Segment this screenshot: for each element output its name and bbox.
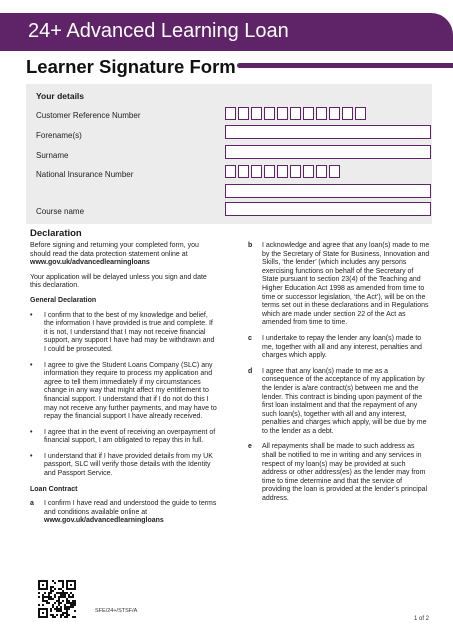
qr-module [62, 580, 64, 582]
qr-module [62, 594, 64, 596]
char-box[interactable] [316, 107, 327, 120]
qr-module [48, 602, 50, 604]
declaration-item [248, 335, 430, 361]
qr-module [56, 606, 58, 608]
declaration-item [30, 312, 218, 355]
qr-module [38, 592, 40, 594]
item-marker: b [248, 242, 253, 249]
qr-module [70, 584, 72, 586]
qr-module [54, 608, 56, 610]
qr-module [72, 596, 74, 598]
qr-module [50, 590, 52, 592]
qr-module [62, 600, 64, 602]
loan-contract-list [248, 242, 430, 504]
qr-module [54, 594, 56, 596]
qr-module [68, 600, 70, 602]
general-declaration-list [30, 312, 218, 479]
declaration-item [30, 362, 218, 422]
qr-module [64, 608, 66, 610]
qr-module [66, 592, 68, 594]
qr-module [48, 592, 50, 594]
customer-ref-label: Customer Reference Number [36, 111, 141, 120]
char-box[interactable] [290, 107, 301, 120]
qr-module [58, 580, 60, 582]
char-box[interactable] [225, 165, 236, 178]
qr-module [52, 614, 54, 616]
qr-module [70, 606, 72, 608]
char-box[interactable] [329, 107, 340, 120]
qr-module [38, 604, 40, 606]
header [0, 0, 453, 52]
qr-module [68, 594, 70, 596]
qr-module [60, 610, 62, 612]
qr-module [58, 588, 60, 590]
qr-module [50, 586, 52, 588]
qr-module [64, 594, 66, 596]
declaration-item [248, 242, 430, 328]
qr-module [66, 608, 68, 610]
item-marker: e [248, 443, 252, 451]
loan-contract-heading: Loan Contract [30, 485, 78, 493]
item-marker: c [248, 334, 252, 342]
char-box[interactable] [277, 107, 288, 120]
qr-module [60, 614, 62, 616]
qr-module [72, 594, 74, 596]
qr-module [44, 592, 46, 594]
qr-code [38, 580, 76, 618]
qr-module [64, 604, 66, 606]
qr-module [62, 590, 64, 592]
char-box[interactable] [251, 165, 262, 178]
qr-module [64, 592, 66, 594]
qr-module [60, 588, 62, 590]
qr-module [66, 602, 68, 604]
char-box[interactable] [251, 107, 262, 120]
qr-module [58, 596, 60, 598]
qr-module [66, 616, 68, 618]
qr-module [66, 606, 68, 608]
page-number: 1 of 2 [414, 616, 430, 622]
form-code: SFE/24+/STSF/A [95, 608, 138, 614]
qr-module [58, 610, 60, 612]
qr-module [72, 602, 74, 604]
qr-module [72, 606, 74, 608]
item-text: I acknowledge and agree that any loan(s) made to me by the Secretary of State for Business, Innovation and Skills, ‘the lender’ (which includes any persons exercising functions on behalf of the Secretary of State pursuant to section 23(4) of the Teaching and Higher Education Act 1998 as amended from time to time or successor legislation, ‘the Act’), will be on the terms set out in these declarations and in Regulations which are made under section 22 of the Act as amended from time to time. [262, 242, 430, 327]
qr-module [54, 596, 56, 598]
qr-module [52, 586, 54, 588]
declaration-item [248, 368, 430, 437]
surname-label: Surname [36, 151, 69, 160]
qr-module [60, 606, 62, 608]
item-marker: • [30, 452, 33, 460]
qr-module [46, 602, 48, 604]
qr-module [56, 592, 58, 594]
char-box[interactable] [225, 107, 236, 120]
qr-module [50, 592, 52, 594]
qr-module [64, 606, 66, 608]
qr-module [60, 594, 62, 596]
your-details-panel [26, 84, 432, 224]
qr-module [58, 608, 60, 610]
qr-module [58, 592, 60, 594]
title-rule [237, 63, 453, 68]
qr-module [44, 600, 46, 602]
qr-module [38, 596, 40, 598]
qr-module [74, 600, 76, 602]
qr-module [68, 606, 70, 608]
qr-module [52, 606, 54, 608]
item-text: I agree that any loan(s) made to me as a consequence of the acceptance of my application by the lender is a/are contract(s) between me and the lender. This contract is binding upon payment of the first loan instalment and that the repayment of any such loan(s), together with all and any interest, penalties and charges which apply, will be due by me to the lender as a debt. [262, 367, 427, 435]
item-text [44, 500, 218, 526]
qr-module [44, 596, 46, 598]
qr-module [58, 600, 60, 602]
item-marker: a [30, 500, 34, 508]
item-marker: d [248, 367, 253, 375]
qr-module [52, 604, 54, 606]
char-box[interactable] [238, 165, 249, 178]
declaration-item [30, 453, 218, 479]
declaration-heading: Declaration [30, 228, 82, 239]
char-box[interactable] [303, 165, 314, 178]
course-name-field-line2[interactable] [225, 202, 431, 216]
qr-module [70, 602, 72, 604]
qr-module [62, 584, 64, 586]
qr-module [52, 590, 54, 592]
course-label: Course name [36, 207, 85, 216]
qr-module [60, 602, 62, 604]
terms-link[interactable]: www.gov.uk/advancedlearningloans [44, 517, 164, 525]
qr-module [60, 608, 62, 610]
char-box[interactable] [342, 107, 353, 120]
item-marker: • [30, 361, 33, 369]
qr-module [50, 588, 52, 590]
qr-module [56, 600, 58, 602]
qr-module [52, 616, 54, 618]
qr-module [68, 596, 70, 598]
qr-module [54, 602, 56, 604]
course-name-field-line1[interactable] [225, 184, 431, 198]
item-text: I agree that in the event of receiving an overpayment of financial support, I am obligated to repay this in full. [44, 428, 216, 445]
char-box[interactable] [264, 165, 275, 178]
qr-module [66, 614, 68, 616]
char-box[interactable] [329, 165, 340, 178]
qr-module [46, 600, 48, 602]
qr-module [42, 598, 44, 600]
details-heading: Your details [36, 91, 85, 101]
qr-module [66, 600, 68, 602]
char-box[interactable] [355, 107, 366, 120]
qr-module [50, 598, 52, 600]
qr-module [68, 602, 70, 604]
qr-module [54, 588, 56, 590]
qr-module [48, 596, 50, 598]
forenames-label: Forename(s) [36, 131, 82, 140]
qr-module [62, 586, 64, 588]
qr-module [74, 604, 76, 606]
data-protection-text: Before signing and returning your completed form, you should read the data protection statement online at [30, 242, 199, 258]
data-protection-link[interactable]: www.gov.uk/advancedlearningloans [30, 259, 150, 267]
qr-module [62, 592, 64, 594]
qr-module [72, 600, 74, 602]
item-text: I agree to give the Student Loans Company (SLC) any information they require to process my application and agree to tell them immediately if my circumstances change in any way that might affect my entitlement to financial support. I understand that if I do not do this I may not receive any further payments, and may have to repay the financial support I have already received. [44, 361, 217, 421]
qr-module [42, 612, 44, 614]
qr-module [66, 612, 68, 614]
item-text: I undertake to repay the lender any loan(s) made to me, together with all and any interest, penalties and charges which apply. [262, 334, 422, 360]
qr-module [54, 582, 56, 584]
qr-module [42, 596, 44, 598]
declaration-right-column [248, 242, 430, 511]
char-box[interactable] [316, 165, 327, 178]
qr-module [60, 592, 62, 594]
declaration-item [248, 443, 430, 503]
loan-item-a [30, 500, 218, 526]
qr-module [62, 612, 64, 614]
qr-module [70, 604, 72, 606]
customer-ref-field[interactable] [225, 107, 366, 120]
qr-module [42, 604, 44, 606]
surname-field[interactable] [225, 145, 431, 159]
qr-module [74, 602, 76, 604]
item-marker: • [30, 428, 33, 436]
char-box[interactable] [277, 165, 288, 178]
qr-module [50, 596, 52, 598]
qr-module [70, 592, 72, 594]
qr-module [60, 580, 62, 582]
qr-module [74, 610, 76, 612]
item-text: I confirm that to the best of my knowledge and belief, the information I have provided is true and complete. If it is not, I understand that I may not receive financial support, any support I have had may be withdrawn and I could be prosecuted. [44, 311, 215, 353]
qr-module [60, 616, 62, 618]
qr-module [56, 610, 58, 612]
qr-module [42, 600, 44, 602]
qr-module [48, 598, 50, 600]
declaration-left-column [30, 242, 218, 533]
item-text: I understand that if I have provided details from my UK passport, SLC will verify those details with the Identity and Passport Service. [44, 452, 213, 478]
qr-module [74, 616, 76, 618]
qr-module [42, 584, 44, 586]
qr-module [42, 594, 44, 596]
qr-module [64, 616, 66, 618]
char-box[interactable] [290, 165, 301, 178]
char-box[interactable] [303, 107, 314, 120]
qr-module [68, 614, 70, 616]
qr-module [52, 598, 54, 600]
qr-module [60, 596, 62, 598]
header-title: 24+ Advanced Learning Loan [28, 20, 289, 42]
qr-module [64, 612, 66, 614]
qr-module [46, 596, 48, 598]
char-box[interactable] [238, 107, 249, 120]
qr-module [66, 610, 68, 612]
qr-module [50, 610, 52, 612]
page-title: Learner Signature Form [26, 56, 236, 77]
char-box[interactable] [264, 107, 275, 120]
qr-module [58, 598, 60, 600]
qr-module [58, 602, 60, 604]
qr-module [62, 596, 64, 598]
delay-notice: Your application will be delayed unless you sign and date this declaration. [30, 273, 207, 290]
qr-module [56, 614, 58, 616]
ni-number-field[interactable] [225, 165, 340, 178]
qr-module [58, 604, 60, 606]
qr-module [72, 604, 74, 606]
general-declaration-heading: General Declaration [30, 296, 97, 304]
data-protection-paragraph [30, 242, 218, 268]
qr-module [54, 616, 56, 618]
forenames-field[interactable] [225, 125, 431, 139]
qr-module [72, 616, 74, 618]
qr-module [52, 580, 54, 582]
qr-module [66, 598, 68, 600]
qr-module [62, 582, 64, 584]
qr-module [48, 594, 50, 596]
item-text: All repayments shall be made to such address as shall be notified to me in writing and any services in respect of my loan(s) may be provided at such address or other address(es) as the lender may from time to time determine and that the service of providing the loan is provided at the lender’s principal address. [262, 443, 428, 503]
qr-module [50, 614, 52, 616]
qr-module [64, 596, 66, 598]
qr-module [62, 614, 64, 616]
qr-module [68, 608, 70, 610]
qr-module [70, 596, 72, 598]
qr-module [50, 608, 52, 610]
qr-module [56, 608, 58, 610]
declaration-item [30, 429, 218, 446]
item-marker: • [30, 311, 33, 319]
loan-a-text: I confirm I have read and understood the guide to terms and conditions available online at [44, 500, 217, 516]
ni-label: National Insurance Number [36, 170, 134, 179]
